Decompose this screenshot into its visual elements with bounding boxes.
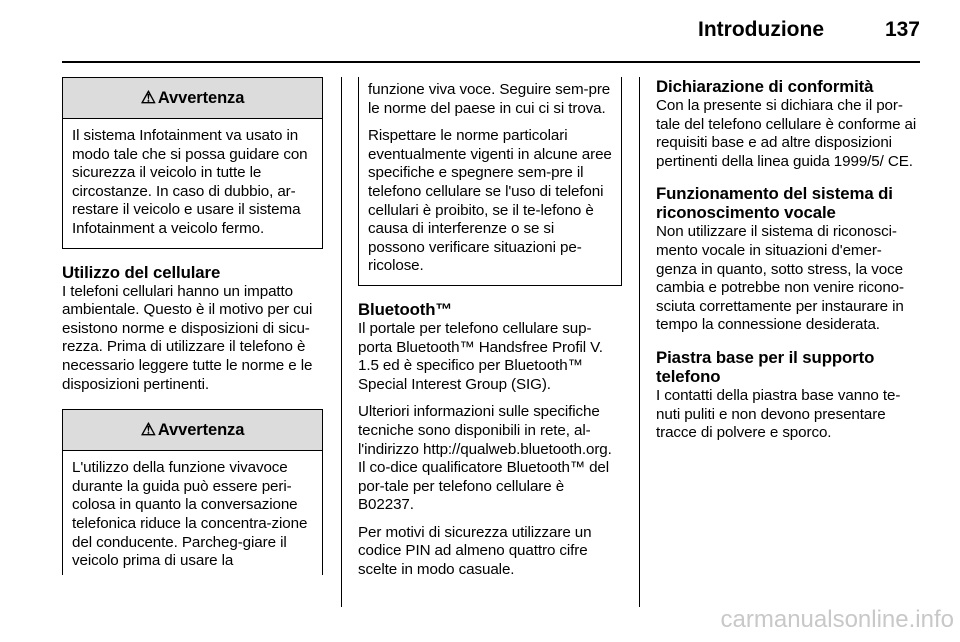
warning-box-continued: [358, 77, 622, 286]
section-title-conformita: Dichiarazione di conformità: [656, 77, 874, 96]
paragraph: I contatti della piastra base vanno te-nuti puliti e non devono presentare tracce di polvere e sporco.: [656, 386, 901, 442]
warning-text: Rispettare le norme particolari eventualmente vigenti in alcune aree specifiche e spegnere sem-pre il telefono cellulare se l'uso di telefoni cellulari è proibito, se il te-lefono è causa di interferenze o se si possono verificare situazioni pe-ricolose.: [368, 127, 612, 275]
section-title-riconoscimento: Funzionamento del sistema di riconoscimento vocale: [656, 184, 893, 223]
paragraph: Con la presente si dichiara che il por-tale del telefono cellulare è conforme ai requisiti base e ad altre disposizioni pertinenti della linea guida 1999/5/ CE.: [656, 97, 917, 170]
section-title-cellulare: Utilizzo del cellulare: [62, 262, 221, 282]
warning-label: Avvertenza: [157, 88, 245, 107]
column-1: [62, 77, 323, 575]
watermark: carmanualsonline.info: [720, 606, 954, 633]
column-2: [358, 77, 622, 589]
paragraph: I telefoni cellulari hanno un impatto ambientale. Questo è il motivo per cui esistono norme e disposizioni di sicu-rezza. Prima di utilizzare il telefono è necessario leggere tutte le norme e le disposizioni pertinenti.: [62, 282, 313, 393]
warning-text: funzione viva voce. Seguire sem-pre le norme del paese in cui ci si trova.: [368, 81, 611, 117]
warning-header: [63, 410, 322, 451]
paragraph: Ulteriori informazioni sulle specifiche tecniche sono disponibili in rete, al-l'indirizzo http://qualweb.bluetooth.org. Il co-dice qualificatore Bluetooth™ del por-tale per telefono cellulare è B02237.: [358, 403, 612, 514]
warning-text: Il sistema Infotainment va usato in modo tale che si possa guidare con sicurezza il veicolo in tutte le circostanze. In caso di dubbio, ar-restare il veicolo e usare il sistema Infotainment a veicolo fermo.: [72, 127, 308, 237]
section-title-bluetooth: Bluetooth™: [358, 299, 453, 319]
paragraph: Per motivi di sicurezza utilizzare un codice PIN ad almeno quattro cifre scelte in modo casuale.: [358, 523, 592, 579]
header-title: Introduzione: [698, 18, 824, 41]
page-header: [0, 14, 920, 50]
page-number: 137: [884, 18, 920, 41]
section-title-piastra: Piastra base per il supporto telefono: [656, 347, 875, 386]
column-3: [656, 77, 922, 452]
warning-box-1: [62, 77, 323, 249]
warning-text: L'utilizzo della funzione vivavoce durante la guida può essere peri-colosa in quanto la conversazione telefonica riduce la concentra-zione del conducente. Parcheg-giare il veicolo prima di usare la: [72, 459, 308, 570]
paragraph: Il portale per telefono cellulare sup-porta Bluetooth™ Handsfree Profil V. 1.5 ed è specifico per Bluetooth™ Special Interest Group (SIG).: [358, 319, 603, 393]
warning-header: [63, 78, 322, 119]
warning-label: Avvertenza: [157, 420, 245, 439]
warning-triangle-icon: ⚠: [140, 419, 156, 439]
warning-box-2: [62, 409, 323, 575]
column-divider: [639, 77, 640, 607]
column-divider: [341, 77, 342, 607]
warning-triangle-icon: ⚠: [140, 87, 156, 107]
paragraph: Non utilizzare il sistema di riconosci-mento vocale in situazioni d'emer-genza in quanto, sotto stress, la voce cambia e potrebbe non venire ricono-sciuta correttamente per instaurare in tempo la connessione desiderata.: [656, 223, 904, 334]
header-rule: [62, 61, 920, 63]
